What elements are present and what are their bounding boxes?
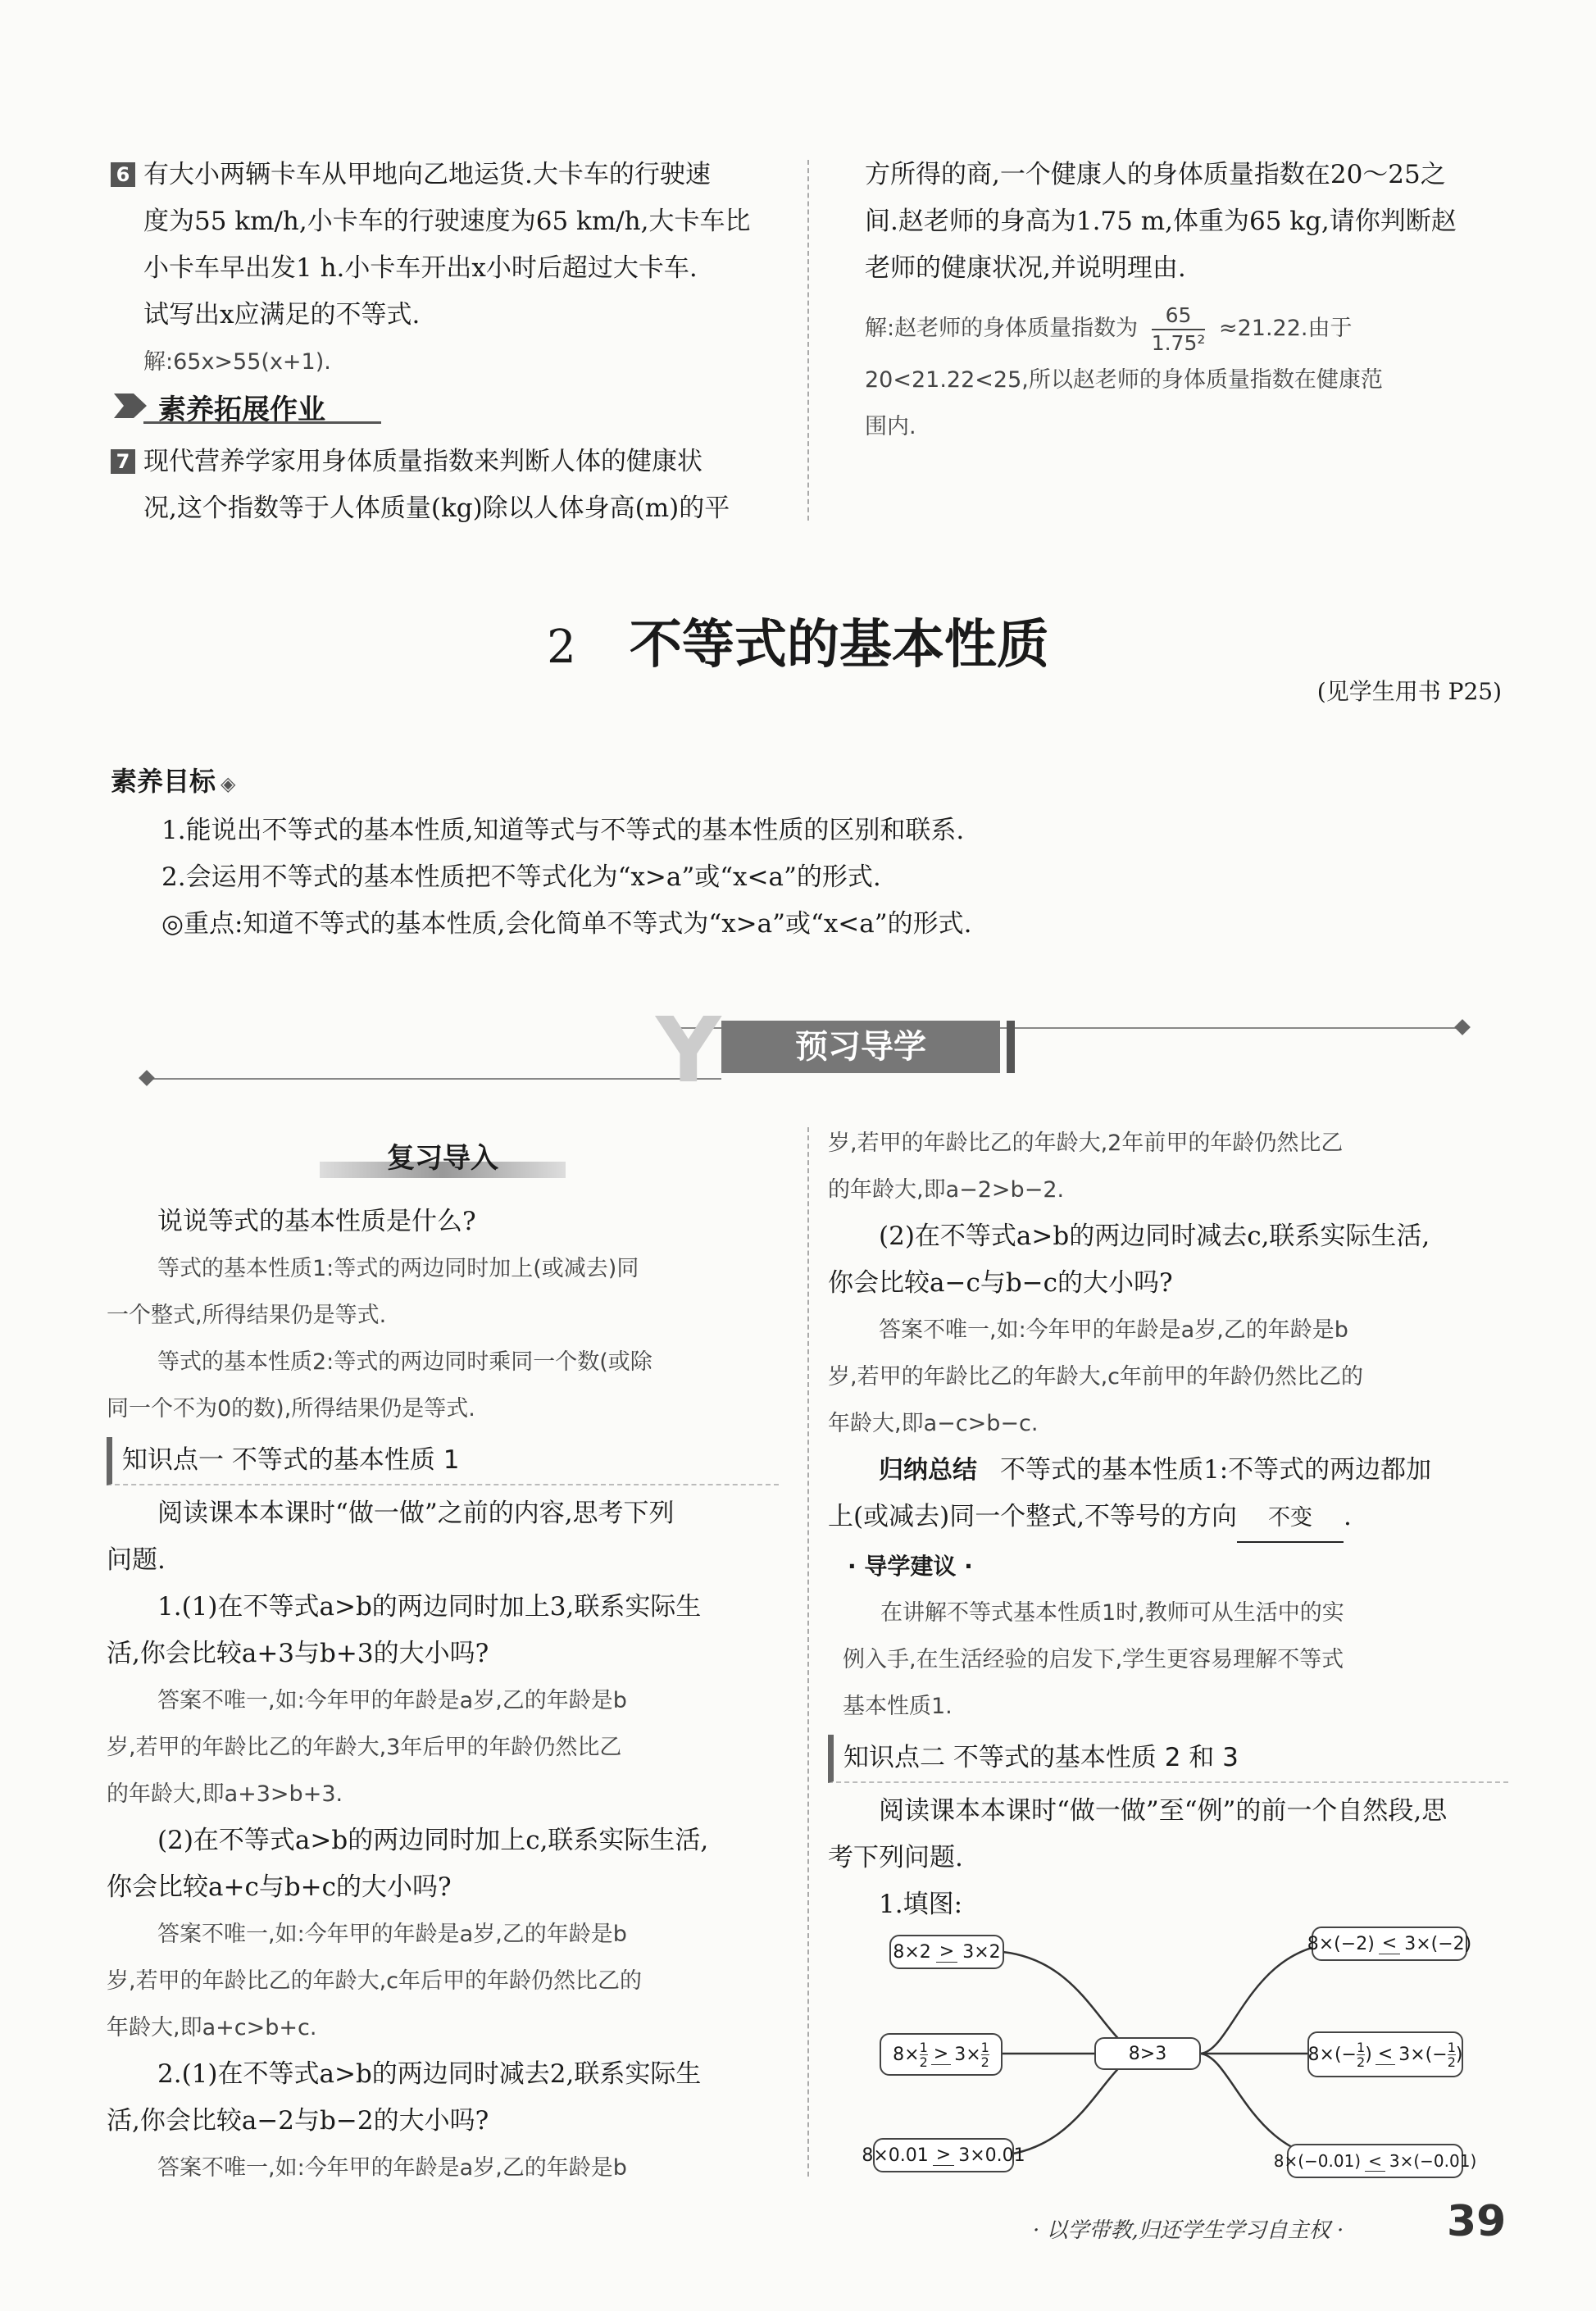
question-7: 7 现代营养学家用身体质量指数来判断人体的健康状 况,这个指数等于人体质量(kg)除以人体身高(m)的平 (111, 439, 791, 532)
right-column: 岁,若甲的年龄比乙的年龄大,2年前甲的年龄仍然比乙 的年龄大,即a−2>b−2. (2)在不等式a>b的两边同时减去c,联系实际生活, 你会比较a−c与b−c的大小吗? 答案不唯一,如:今年甲的年龄是a岁,乙的年龄是b 岁,若甲的年龄比乙的年龄大,c年前甲的年龄仍然比乙的 年龄大,即a−c>b−c. 归纳总结 不等式的基本性质1:不等式的两边都加 上(或减去)同一个整式,不等号的方向 不变 . · 导学建议 · 在讲解不等式基本性质1时,教师可从生活中的实 例入手,在生活经验的启发下,学生更容易理解不等式 基本性质1. 知识点二 不等式的基本性质 2 和 3 阅读课本本课时“做一做”至“例”的前一个自然段,思 考下列问题. 1.填图: (828, 1120, 1508, 1928)
banner-bar (1007, 1021, 1015, 1073)
summary-blank: 不变 (1237, 1494, 1344, 1543)
answer-6: 解:65x>55(x+1). (143, 349, 331, 375)
review-header (320, 1135, 566, 1181)
section-number: 2 (547, 621, 576, 674)
review-question: 说说等式的基本性质是什么? (157, 1207, 476, 1236)
preview-banner (148, 998, 1476, 1103)
extension-header (111, 385, 381, 426)
diagram-right-3: 8×(−0.01) < 3×(−0.01) (1287, 2144, 1463, 2178)
answer-7: 解:赵老师的身体质量指数为 $\frac{65}{\text{1.75²}}$ ≈21.22.由于 (865, 303, 1353, 355)
goals-title: 素养目标 (111, 766, 216, 797)
question-number-6: 6 (111, 162, 135, 187)
guide-title: · 导学建议 · (848, 1553, 973, 1580)
goals: 素养目标 ◈ 1.能说出不等式的基本性质,知道等式与不等式的基本性质的区别和联系. 2.会运用不等式的基本性质把不等式化为“x>a”或“x<a”的形式. ◎重点:知道不等式的基本性质,会化简单不等式为“x>a”或“x<a”的形式. (111, 758, 1504, 948)
banner-line-left (148, 1078, 721, 1080)
diagram-center: 8>3 (1094, 2037, 1201, 2070)
section-title (0, 603, 1596, 678)
banner-letter: Y (656, 998, 721, 1103)
banner-dot-left (139, 1070, 155, 1086)
diagram-right-2: 8× (− $\frac{1}{2}$ ) < 3× (− $\frac{1}{2}$ ) (1307, 2031, 1463, 2077)
inequality-diagram (862, 1918, 1477, 2189)
banner-dot-right (1454, 1019, 1471, 1035)
section-ref: (见学生用书 P25) (1316, 678, 1502, 705)
question-number-7: 7 (111, 449, 135, 474)
review-title: 复习导入 (387, 1142, 498, 1175)
arrow-icon (111, 390, 150, 421)
section-heading: 不等式的基本性质 (629, 615, 1049, 676)
column-divider-top (807, 160, 809, 521)
extension-title: 素养拓展作业 (158, 394, 325, 426)
diagram-left-3: 8×0.01 > 3×0.01 (873, 2138, 1014, 2172)
knowledge-point-2-title: 知识点二 不等式的基本性质 2 和 3 (828, 1735, 1508, 1783)
fraction: $\frac{65}{\text{1.75²}}$ (1151, 303, 1206, 355)
diagram-right-1: 8×(−2) < 3×(−2) (1312, 1927, 1467, 1961)
banner-title: 预习导学 (721, 1021, 1000, 1073)
summary: 归纳总结 不等式的基本性质1:不等式的两边都加 (879, 1455, 1432, 1485)
question-6: 6 有大小两辆卡车从甲地向乙地运货.大卡车的行驶速 度为55 km/h,小卡车的行驶速度为65 km/h,大卡车比 小卡车早出发1 h.小卡车开出x小时后超过大卡车. 试写出x应满足的不等式. 解:65x>55(x+1). (111, 152, 791, 385)
extension-underline (143, 421, 381, 424)
page-number: 39 (1447, 2197, 1507, 2246)
footer-slogan: · 以学带教,归还学生学习自主权 · (1033, 2218, 1344, 2243)
left-column: 说说等式的基本性质是什么? 等式的基本性质1:等式的两边同时加上(或减去)同 一个整式,所得结果仍是等式. 等式的基本性质2:等式的两边同时乘同一个数(或除 同一个不为0的数),所得结果仍是等式. 知识点一 不等式的基本性质 1 阅读课本本课时“做一做”之前的内容,思考下列 问题. 1.(1)在不等式a>b的两边同时加上3,联系实际生 活,你会比较a+3与b+3的大小吗? 答案不唯一,如:今年甲的年龄是a岁,乙的年龄是b 岁,若甲的年龄比乙的年龄大,3年后甲的年龄仍然比乙 的年龄大,即a+3>b+3. (2)在不等式a>b的两边同时加上c,联系实际生活, 你会比较a+c与b+c的大小吗? 答案不唯一,如:今年甲的年龄是a岁,乙的年龄是b 岁,若甲的年龄比乙的年龄大,c年后甲的年龄仍然比乙的 年龄大,即a+c>b+c. 2.(1)在不等式a>b的两边同时减去2,联系实际生 活,你会比较a−2与b−2的大小吗? 答案不唯一,如:今年甲的年龄是a岁,乙的年龄是b (107, 1199, 779, 2191)
column-divider-bottom (807, 1127, 809, 2177)
diagram-left-1: 8×2 > 3×2 (889, 1935, 1004, 1969)
question-7-continued: 方所得的商,一个健康人的身体质量指数在20～25之 间.赵老师的身高为1.75 m,体重为65 kg,请你判断赵 老师的健康状况,并说明理由. 解:赵老师的身体质量指数为 $\frac{65}{\text{1.75²}}$ ≈21.22.由于 20<21.22<25,所以赵老师的身体质量指数在健康范 围内. (865, 152, 1512, 450)
diamond-icon: ◈ (221, 772, 236, 795)
summary-label: 归纳总结 (879, 1456, 977, 1485)
goals-key-point: ◎重点:知道不等式的基本性质,会化简单不等式为“x>a”或“x<a”的形式. (161, 909, 972, 939)
knowledge-point-1-title: 知识点一 不等式的基本性质 1 (107, 1437, 779, 1485)
diagram-left-2: 8× $\frac{1}{2}$ > 3× $\frac{1}{2}$ (880, 2033, 1003, 2076)
